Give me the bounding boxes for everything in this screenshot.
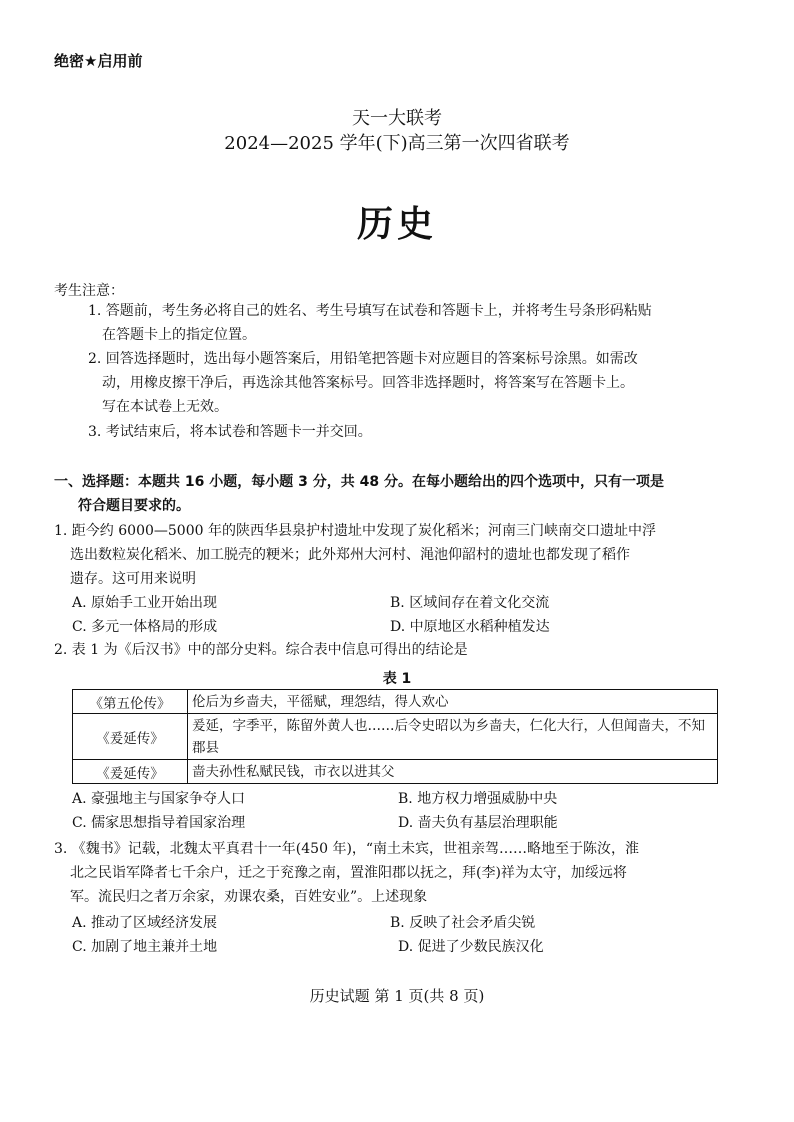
section-heading: 一、选择题：本题共 16 小题，每小题 3 分，共 48 分。在每小题给出的四个选项中，只有一项是 符合题目要求的。 (54, 474, 664, 514)
subject-title: 历史 (356, 204, 437, 245)
q2-option-d[interactable]: D. 啬夫负有基层治理职能 (398, 815, 558, 831)
q1-option-c[interactable]: C. 多元一体格局的形成 (72, 619, 218, 635)
question-2: 2. 表 1 为《后汉书》中的部分史料。综合表中信息可得出的结论是 (54, 642, 468, 658)
q1-option-b[interactable]: B. 区域间存在着文化交流 (390, 595, 550, 611)
q2-option-a[interactable]: A. 豪强地主与国家争夺人口 (72, 791, 246, 807)
table-cell-text: 爰延，字季平，陈留外黄人也……后令史昭以为乡啬夫，仁化大行，人但闻啬夫，不知郡县 (188, 714, 718, 760)
table-title: 表 1 (382, 671, 412, 687)
table-cell-text: 啬夫孙性私赋民钱，市衣以进其父 (188, 760, 718, 784)
q3-option-d[interactable]: D. 促进了少数民族汉化 (398, 939, 544, 955)
q2-option-b[interactable]: B. 地方权力增强威胁中央 (398, 791, 558, 807)
page-footer: 历史试题 第 1 页(共 8 页) (309, 987, 485, 1005)
table-cell-source: 《爰延传》 (73, 760, 188, 784)
question-3: 3. 《魏书》记载，北魏太平真君十一年(450 年)，“南土未宾，世祖亲驾……略地至于陈汝，淮 北之民诣军降者七千余户，迁之于兖豫之南，置淮阳郡以抚之，拜(李)祥为太守，加绥远将 军。流民归之者万余家，劝课农桑，百姓安业”。上述现象 (54, 841, 640, 905)
notice-item-2: 2. 回答选择题时，选出每小题答案后，用铅笔把答题卡对应题目的答案标号涂黑。如需改 动，用橡皮擦干净后，再选涂其他答案标号。回答非选择题时，将答案写在答题卡上。 写在本试卷上无效。 (88, 351, 638, 415)
q1-option-d[interactable]: D. 中原地区水稻种植发达 (390, 619, 550, 635)
table-row (73, 714, 718, 760)
question-1: 1. 距今约 6000—5000 年的陕西华县泉护村遗址中发现了炭化稻米；河南三门峡南交口遗址中浮 选出数粒炭化稻米、加工脱壳的粳米；此外郑州大河村、渑池仰韶村的遗址也都发现了稻作 遗存。这可用来说明 (54, 523, 656, 587)
q2-option-c[interactable]: C. 儒家思想指导着国家治理 (72, 815, 246, 831)
q3-option-c[interactable]: C. 加剧了地主兼并土地 (72, 939, 218, 955)
q3-option-b[interactable]: B. 反映了社会矛盾尖锐 (390, 915, 536, 931)
source-table (72, 689, 718, 784)
table-cell-source: 《第五伦传》 (73, 690, 188, 714)
exam-title: 2024—2025 学年(下)高三第一次四省联考 (224, 133, 570, 154)
q3-option-a[interactable]: A. 推动了区域经济发展 (72, 915, 218, 931)
q1-option-a[interactable]: A. 原始手工业开始出现 (72, 595, 218, 611)
exam-organizer: 天一大联考 (352, 108, 442, 129)
notice-item-1: 1. 答题前，考生务必将自己的姓名、考生号填写在试卷和答题卡上，并将考生号条形码粘贴 在答题卡上的指定位置。 (88, 303, 652, 343)
notice-heading: 考生注意： (54, 283, 124, 299)
table-cell-source: 《爰延传》 (73, 714, 188, 760)
table-row (73, 690, 718, 714)
confidential-label: 绝密★启用前 (54, 52, 143, 70)
table-cell-text: 伦后为乡啬夫，平徭赋，理怨结，得人欢心 (188, 690, 718, 714)
notice-item-3: 3. 考试结束后，将本试卷和答题卡一并交回。 (88, 424, 372, 440)
table-row (73, 760, 718, 784)
